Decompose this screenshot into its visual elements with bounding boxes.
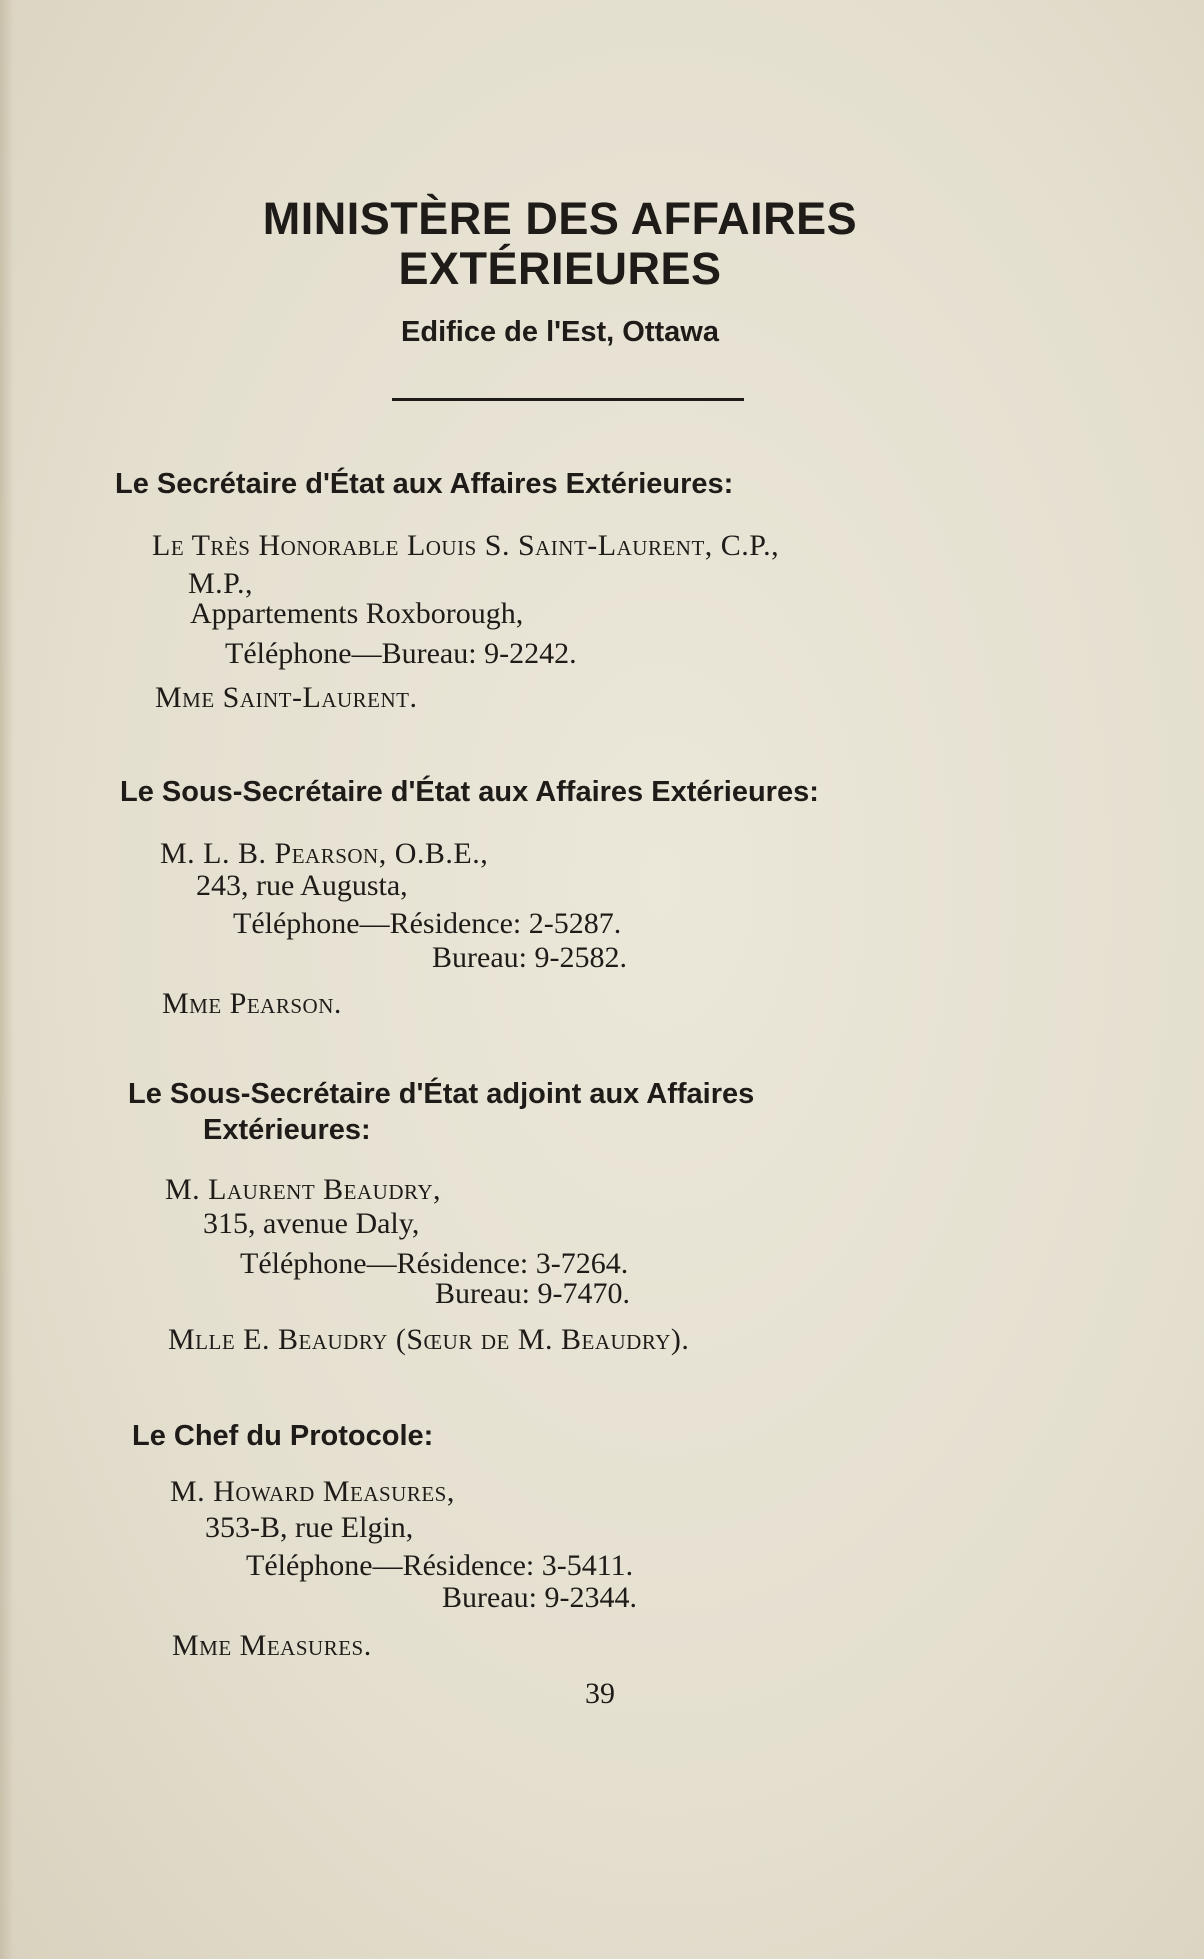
entry-telephone-residence: Téléphone—Résidence: 2-5287. <box>233 907 622 940</box>
page-title-line2: EXTÉRIEURES <box>398 243 722 294</box>
section-heading-secretaire: Le Secrétaire d'État aux Affaires Extérieures: <box>115 468 734 500</box>
entry-telephone-residence: Téléphone—Résidence: 3-5411. <box>246 1549 634 1582</box>
entry-spouse: Mme Pearson. <box>162 987 342 1020</box>
section-heading-sous-secretaire-adjoint: Le Sous-Secrétaire d'État adjoint aux Affaires <box>128 1078 755 1110</box>
entry-address: 243, rue Augusta, <box>196 869 408 902</box>
entry-address: 353-B, rue Elgin, <box>205 1511 414 1544</box>
entry-address: 315, avenue Daly, <box>203 1207 420 1240</box>
entry-name: M. Laurent Beaudry, <box>165 1173 442 1206</box>
entry-telephone-residence: Téléphone—Résidence: 3-7264. <box>240 1247 629 1280</box>
entry-relative: Mlle E. Beaudry (Sœur de M. Beaudry). <box>168 1323 690 1356</box>
page-number: 39 <box>585 1677 615 1710</box>
entry-telephone-bureau: Bureau: 9-7470. <box>435 1277 630 1310</box>
page-edge-shadow <box>0 0 14 1959</box>
entry-telephone-bureau: Bureau: 9-2344. <box>442 1581 637 1614</box>
entry-spouse: Mme Saint-Laurent. <box>155 681 418 714</box>
section-heading-chef-protocole: Le Chef du Protocole: <box>132 1420 434 1452</box>
section-heading-sous-secretaire-adjoint-cont: Extérieures: <box>203 1114 371 1146</box>
page-subtitle: Edifice de l'Est, Ottawa <box>401 316 719 348</box>
entry-telephone-bureau: Bureau: 9-2582. <box>432 941 627 974</box>
entry-name: M. Howard Measures, <box>170 1475 455 1508</box>
entry-telephone: Téléphone—Bureau: 9-2242. <box>225 637 577 670</box>
entry-name: M. L. B. Pearson, O.B.E., <box>160 837 489 870</box>
entry-address: Appartements Roxborough, <box>190 597 524 630</box>
section-heading-sous-secretaire: Le Sous-Secrétaire d'État aux Affaires Extérieures: <box>120 776 819 808</box>
entry-name-cont: M.P., <box>188 567 254 600</box>
title-divider <box>392 398 744 401</box>
page-title-line1: MINISTÈRE DES AFFAIRES <box>262 193 858 244</box>
entry-name: Le Très Honorable Louis S. Saint-Laurent, C.P., <box>152 529 780 562</box>
entry-spouse: Mme Measures. <box>172 1629 372 1662</box>
